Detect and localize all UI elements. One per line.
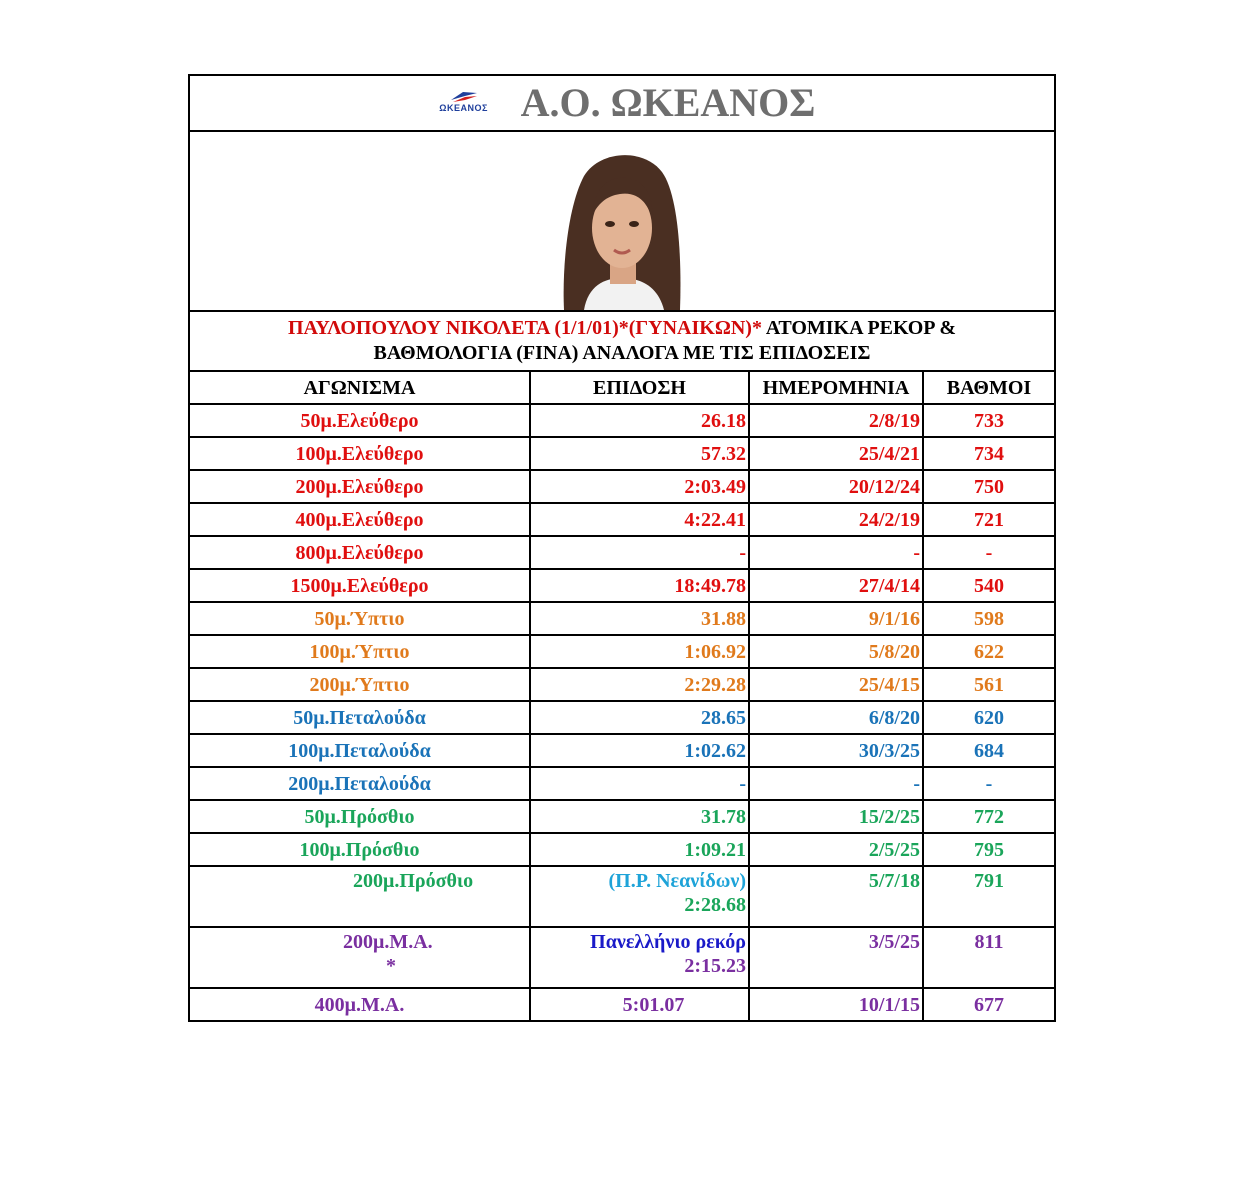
photo-cell <box>189 131 1055 311</box>
time-cell: - <box>530 767 749 800</box>
col-time: ΕΠΙΔΟΣΗ <box>530 371 749 404</box>
time-cell: 26.18 <box>530 404 749 437</box>
col-points: ΒΑΘΜΟΙ <box>923 371 1055 404</box>
points-cell: - <box>923 767 1055 800</box>
date-cell: 2/8/19 <box>749 404 923 437</box>
event-cell: 400μ.Ελεύθερο <box>189 503 530 536</box>
points-cell: 620 <box>923 701 1055 734</box>
time-cell: 18:49.78 <box>530 569 749 602</box>
table-row <box>189 767 1055 800</box>
points-cell: 733 <box>923 404 1055 437</box>
title-cell <box>189 311 1055 371</box>
table-row <box>189 437 1055 470</box>
points-cell: 677 <box>923 988 1055 1021</box>
date-cell: 9/1/16 <box>749 602 923 635</box>
date-cell: 20/12/24 <box>749 470 923 503</box>
title-line2: ΒΑΘΜΟΛΟΓΙΑ (FINA) ΑΝΑΛΟΓΑ ΜΕ ΤΙΣ ΕΠΙΔΟΣΕΙΣ <box>373 342 871 364</box>
points-cell: 684 <box>923 734 1055 767</box>
table-row <box>189 602 1055 635</box>
title-row <box>189 311 1055 371</box>
time-value: 2:15.23 <box>684 955 746 977</box>
time-cell: 57.32 <box>530 437 749 470</box>
records-table <box>188 74 1056 1022</box>
event-cell: 50μ.Πεταλούδα <box>189 701 530 734</box>
date-cell: 25/4/21 <box>749 437 923 470</box>
event-cell: 800μ.Ελεύθερο <box>189 536 530 569</box>
wave-wing-icon <box>449 90 479 104</box>
event-cell: 50μ.Πρόσθιο <box>189 800 530 833</box>
record-note: Πανελλήνιο ρεκόρ <box>590 931 746 953</box>
time-cell: 5:01.07 <box>530 988 749 1021</box>
table-row <box>189 635 1055 668</box>
points-cell: 772 <box>923 800 1055 833</box>
header-row <box>189 75 1055 131</box>
points-cell: 622 <box>923 635 1055 668</box>
event-cell: 200μ.Ελεύθερο <box>189 470 530 503</box>
event-label: 200μ.Μ.Α. <box>343 931 433 953</box>
table-row <box>189 734 1055 767</box>
date-cell: 15/2/25 <box>749 800 923 833</box>
date-cell: 2/5/25 <box>749 833 923 866</box>
date-cell: - <box>749 536 923 569</box>
event-cell: 1500μ.Ελεύθερο <box>189 569 530 602</box>
date-cell: 24/2/19 <box>749 503 923 536</box>
column-header-row <box>189 371 1055 404</box>
event-label: 200μ.Πρόσθιο <box>353 870 474 892</box>
time-value: 2:28.68 <box>684 894 746 916</box>
table-row <box>189 988 1055 1021</box>
time-cell <box>530 866 749 927</box>
table-row <box>189 833 1055 866</box>
points-cell: 598 <box>923 602 1055 635</box>
event-cell <box>189 927 530 988</box>
points-cell: 561 <box>923 668 1055 701</box>
date-cell: 27/4/14 <box>749 569 923 602</box>
date-cell: 6/8/20 <box>749 701 923 734</box>
record-note: (Π.Ρ. Νεανίδων) <box>608 870 746 892</box>
time-cell: 1:02.62 <box>530 734 749 767</box>
time-cell: 31.88 <box>530 602 749 635</box>
col-event: ΑΓΩΝΙΣΜΑ <box>189 371 530 404</box>
time-cell: 1:06.92 <box>530 635 749 668</box>
col-date: ΗΜΕΡΟΜΗΝΙΑ <box>749 371 923 404</box>
logo-text: ΩΚΕΑΝΟΣ <box>439 103 488 113</box>
time-cell: 1:09.21 <box>530 833 749 866</box>
date-cell: - <box>749 767 923 800</box>
table-row <box>189 503 1055 536</box>
records-sheet <box>188 74 1054 1022</box>
club-logo <box>429 90 499 116</box>
points-cell: 721 <box>923 503 1055 536</box>
date-cell: 25/4/15 <box>749 668 923 701</box>
photo-row <box>189 131 1055 311</box>
event-cell <box>189 866 530 927</box>
event-mark: * <box>386 955 396 977</box>
event-cell: 100μ.Πρόσθιο <box>189 833 530 866</box>
points-cell: 811 <box>923 927 1055 988</box>
points-cell: 734 <box>923 437 1055 470</box>
points-cell: 540 <box>923 569 1055 602</box>
points-cell: 795 <box>923 833 1055 866</box>
date-cell: 30/3/25 <box>749 734 923 767</box>
table-row <box>189 701 1055 734</box>
time-cell <box>530 927 749 988</box>
table-row <box>189 866 1055 927</box>
table-row <box>189 404 1055 437</box>
club-name: Α.Ο. ΩΚΕΑΝΟΣ <box>520 80 816 125</box>
header-cell <box>189 75 1055 131</box>
time-cell: 31.78 <box>530 800 749 833</box>
time-cell: - <box>530 536 749 569</box>
event-cell: 200μ.Πεταλούδα <box>189 767 530 800</box>
event-cell: 100μ.Πεταλούδα <box>189 734 530 767</box>
table-row <box>189 536 1055 569</box>
event-cell: 100μ.Ελεύθερο <box>189 437 530 470</box>
table-row <box>189 668 1055 701</box>
athlete-name: ΠΑΥΛΟΠΟΥΛΟΥ ΝΙΚΟΛΕΤΑ (1/1/01)*(ΓΥΝΑΙΚΩΝ)* <box>287 317 762 339</box>
event-cell: 200μ.Ύπτιο <box>189 668 530 701</box>
time-cell: 4:22.41 <box>530 503 749 536</box>
table-row <box>189 800 1055 833</box>
event-cell: 50μ.Ελεύθερο <box>189 404 530 437</box>
date-cell: 3/5/25 <box>749 927 923 988</box>
date-cell: 5/7/18 <box>749 866 923 927</box>
event-cell: 100μ.Ύπτιο <box>189 635 530 668</box>
event-cell: 50μ.Ύπτιο <box>189 602 530 635</box>
athlete-photo <box>554 146 690 310</box>
title-suffix: ΑΤΟΜΙΚΑ ΡΕΚΟΡ & <box>761 317 957 339</box>
table-row <box>189 569 1055 602</box>
points-cell: - <box>923 536 1055 569</box>
table-row <box>189 470 1055 503</box>
time-cell: 2:03.49 <box>530 470 749 503</box>
points-cell: 750 <box>923 470 1055 503</box>
time-cell: 28.65 <box>530 701 749 734</box>
time-cell: 2:29.28 <box>530 668 749 701</box>
date-cell: 5/8/20 <box>749 635 923 668</box>
table-row <box>189 927 1055 988</box>
date-cell: 10/1/15 <box>749 988 923 1021</box>
points-cell: 791 <box>923 866 1055 927</box>
event-cell: 400μ.Μ.Α. <box>189 988 530 1021</box>
